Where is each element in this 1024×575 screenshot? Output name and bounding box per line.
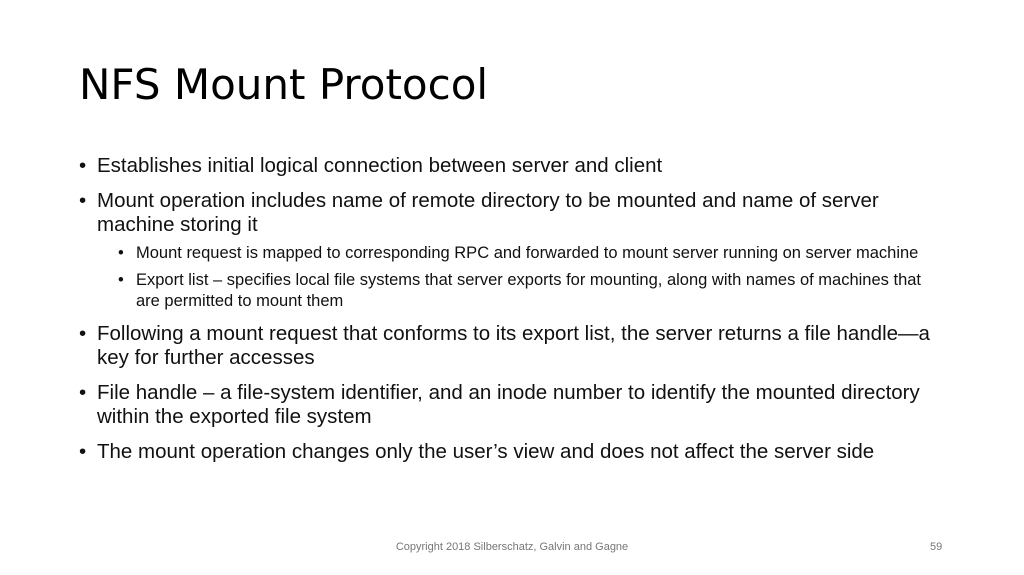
bullet-icon: • [118,271,124,289]
bullet-text: Mount operation includes name of remote directory to be mounted and name of server machine storing it [97,189,879,236]
sub-bullet-item [118,270,949,312]
sub-bullet-item [118,243,949,264]
bullet-icon: • [118,244,124,262]
bullet-icon: • [79,440,87,463]
sub-bullet-text: Mount request is mapped to corresponding RPC and forwarded to mount server running on server machine [136,244,919,262]
bullet-text: File handle – a file-system identifier, and an inode number to identify the mounted directory within the exported file system [97,381,920,428]
bullet-item [79,189,949,237]
sub-bullet-text: Export list – specifies local file systems that server exports for mounting, along with names of machines that are permitted to mount them [136,271,922,310]
bullet-list [79,154,949,475]
bullet-text: Establishes initial logical connection between server and client [97,154,663,177]
bullet-text: The mount operation changes only the user’s view and does not affect the server side [97,440,875,463]
bullet-item [79,154,949,178]
bullet-icon: • [79,322,87,345]
footer-copyright: Copyright 2018 Silberschatz, Galvin and Gagne [395,541,629,553]
page-number: 59 [930,541,943,553]
slide-title: NFS Mount Protocol [79,60,489,109]
bullet-item [79,322,949,370]
bullet-icon: • [79,381,87,404]
bullet-icon: • [79,189,87,212]
bullet-text: Following a mount request that conforms to its export list, the server returns a file handle—a key for further accesses [97,322,930,369]
bullet-item [79,381,949,429]
bullet-item [79,440,949,464]
bullet-icon: • [79,154,87,177]
